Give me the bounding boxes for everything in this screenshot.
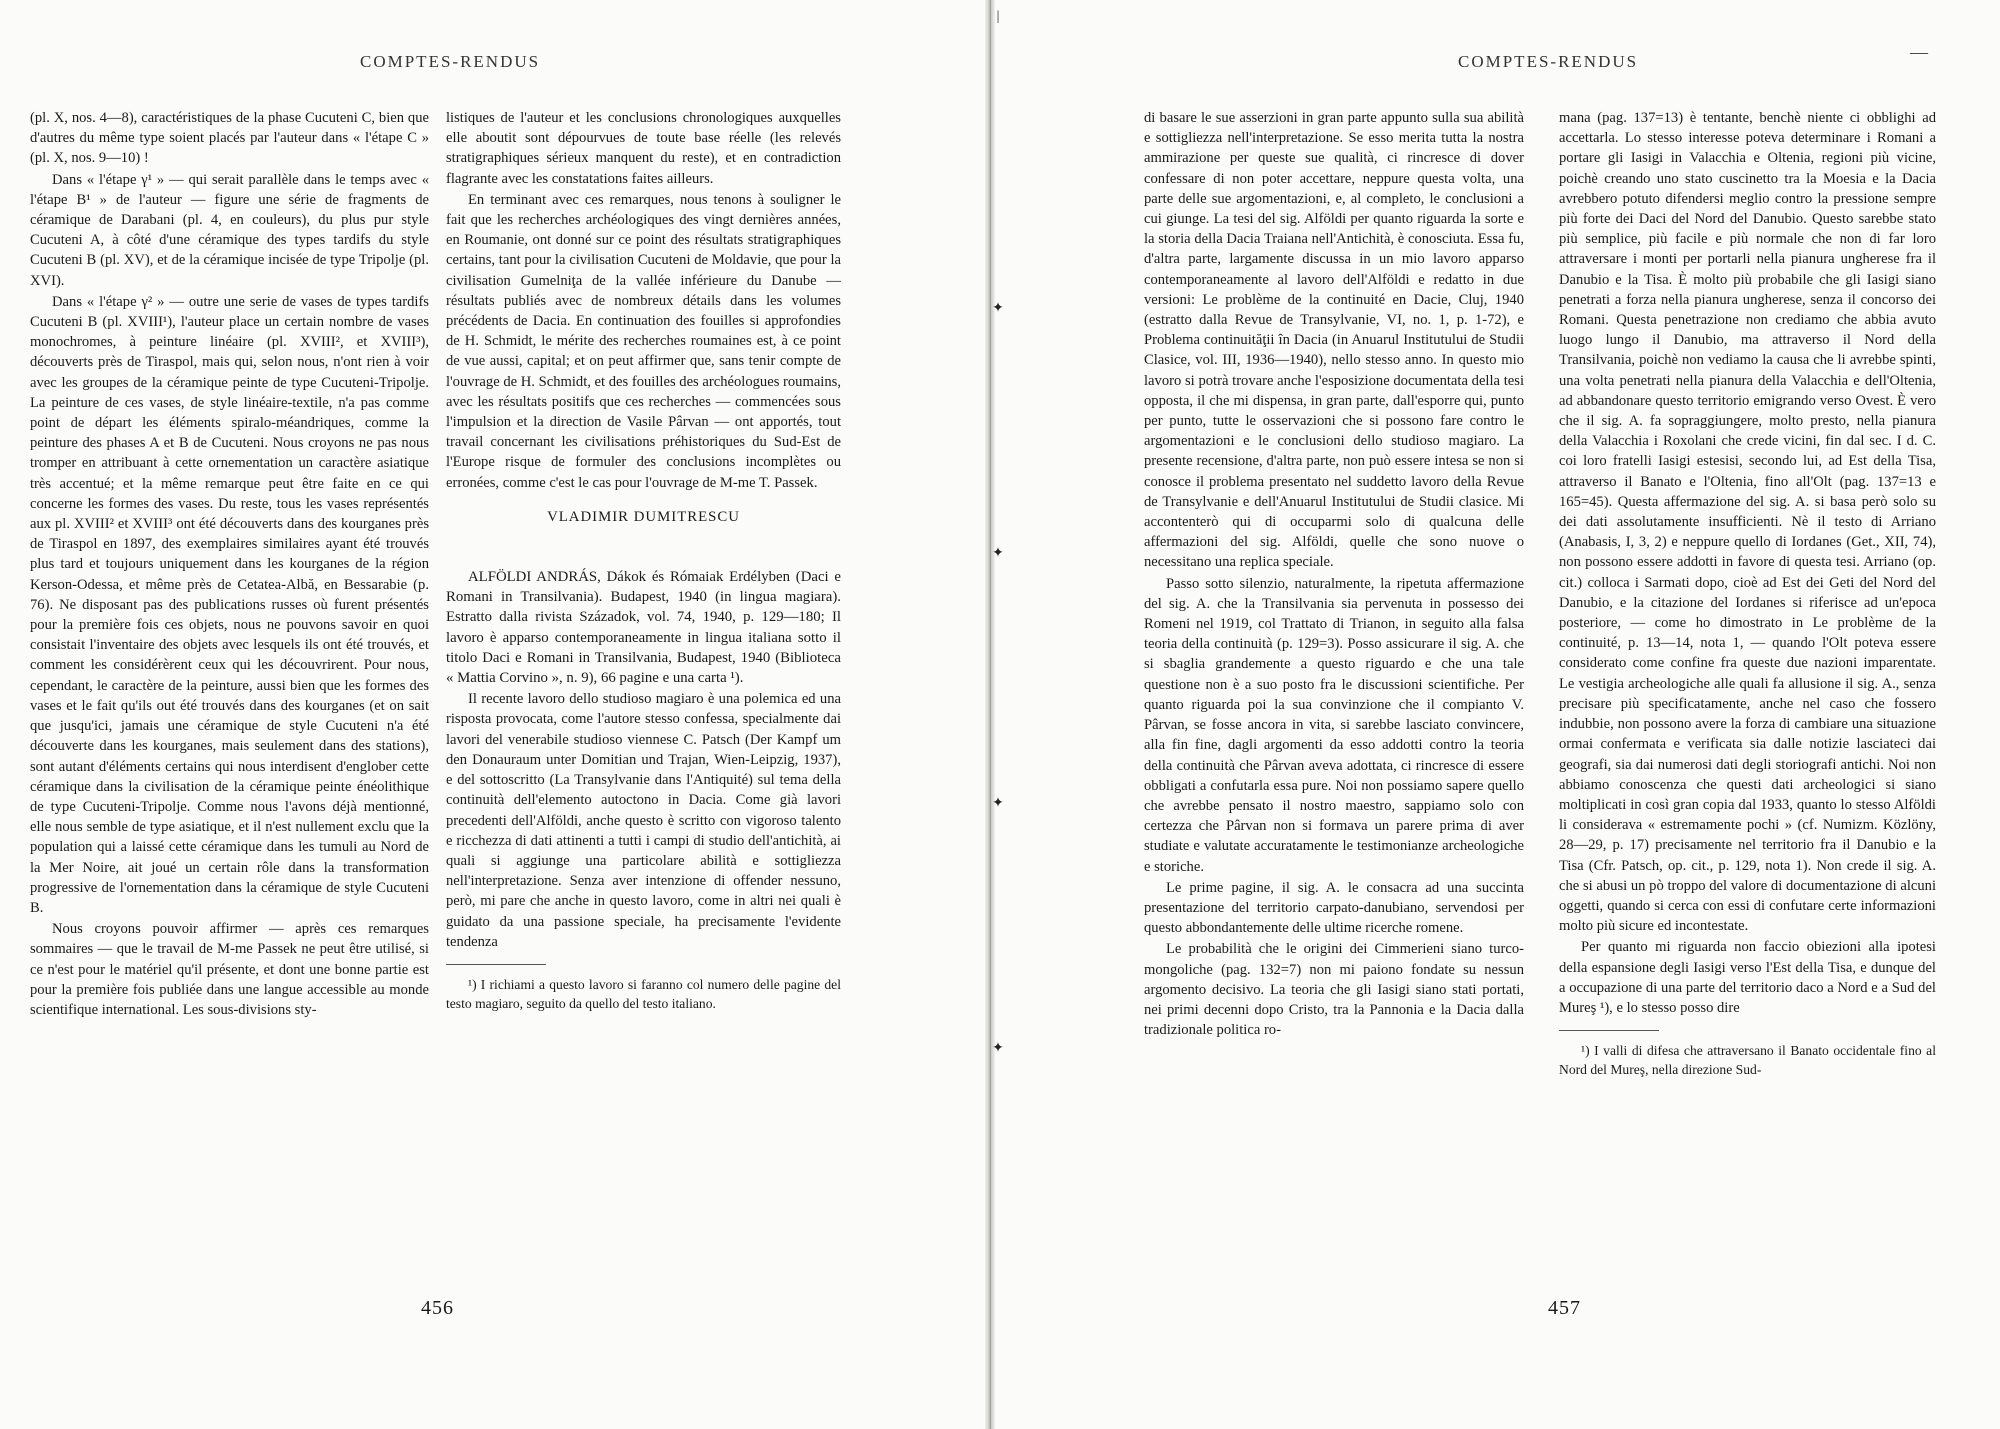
paragraph: (pl. X, nos. 4—8), caractéristiques de la phase Cucuteni C, bien que d'autres du même type soient placés par l'auteur dans « l'étape C » (pl. X, nos. 9—10) ! [30, 110, 429, 167]
corner-mark-icon: — [1910, 42, 1928, 62]
right-column-2 [1559, 108, 1936, 1079]
binding-mark-icon: ✦ [992, 796, 1004, 811]
footnote-divider [1559, 1030, 1659, 1031]
paragraph: Dans « l'étape γ¹ » — qui serait parallèle dans le temps avec « l'étape B¹ » de l'auteur — figure une série de fragments de céramique de Darabani (pl. 4, en couleurs), du plus pur style Cucuteni A, à côté d'une céramique des types tardifs du style Cucuteni B (pl. XV), et de la céramique incisée de type Tripolje (pl. XVI). [30, 171, 429, 289]
paragraph: Dans « l'étape γ² » — outre une serie de vases de types tardifs Cucuteni B (pl. XVIII¹), l'auteur place un certain nombre de vases monochromes, à peinture linéaire (pl. XVIII², et XVIII³), découverts près de Tiraspol, mais qui, selon nous, n'ont rien à voir avec les groupes de la céramique peinte de type Cucuteni-Tripolje. La peinture de ces vases, de style linéaire-textile, n'a pas comme point de départ les éléments spiralo-méandriques, comme la peinture des phases A et B de Cucuteni. Nous croyons ne pas nous tromper en attribuant à cette ornementation un caractère asiatique très accentué; et la même remarque peut être faite en ce qui concerne les formes des vases. Du reste, tous les vases représentés aux pl. XVIII² et XVIII³ ont été découverts dans des kourganes près de Tiraspol en 1897, des exemplaires similaires ayant été trouvés plus tard et toujours uniquement dans les kourganes de la région Kerson-Odessa, et même près de Cetatea-Albă, en Bessarabie (p. 76). Ne disposant pas des publications russes où furent présentés pour la première fois ces objets, nous ne pouvons savoir en quoi consistait l'inventaire des objets avec lesquels ils ont été trouvés, et comment les considérèrent ceux qui les découvrirent. Pour nous, cependant, le caractère de la peinture, aussi bien que les formes des vases et le fait qu'ils out été trouvés dans des kourganes (et on sait que jusqu'ici, jamais une céramique de style Cucuteni n'a été découverte dans les kourganes, mais seulement dans des stations), sont autant d'éléments certains qui nous interdisent d'englober cette céramique dans la civilisation de la céramique peinte énéolithique de type Cucuteni-Tripolje. Comme nous l'avons déjà mentionné, elle nous semble de type asiatique, et il n'est nullement exclu que la population qui a laissé cette céramique dans les tumuli au Nord de la Mer Noire, ait joué un certain rôle dans la transformation progressive de l'ornementation dans la céramique de style Cucuteni B. [30, 293, 429, 916]
binding-mark-icon: ✦ [992, 546, 1004, 561]
footnote: ¹) I valli di difesa che attraversano il Banato occidentale fino al Nord del Mureş, nella direzione Sud- [1559, 1043, 1936, 1078]
left-column-2 [446, 108, 841, 1013]
footnote: ¹) I richiami a questo lavoro si faranno col numero delle pagine del testo magiaro, seguito da quello del testo italiano. [446, 976, 841, 1011]
paragraph: Passo sotto silenzio, naturalmente, la ripetuta affermazione del sig. A. che la Transilvania sia pervenuta in possesso dei Romeni nel 1919, col Trattato di Trianon, in seguito alla falsa teoria della continuità (p. 129=3). Posso assicurare il sig. A. che si sbaglia grandemente a questo riguardo e che una tale questione non è a suo posto fra le discussioni scientifiche. Per quanto riguarda poi la sua convinzione che il compianto V. Pârvan, se fosse ancora in vita, si sarebbe lasciato convincere, alla fin fine, dagli argomenti da esso addotti contro la teoria della continuità che Pârvan aveva adottata, ci rincresce di essere obbligati a confutarla essa pure. Noi non possiamo sapere quello che avrebbe pensato il nostro maestro, sappiamo solo con certezza che Pârvan non si formava un parere prima di aver studiate e valutate accuratamente le testimonianze archeologiche e storiche. [1144, 575, 1524, 875]
binding-mark-icon: ✦ [992, 1041, 1004, 1056]
right-column-1 [1144, 108, 1524, 1040]
left-column-1 [30, 108, 429, 1020]
author-signature: VLADIMIR DUMITRESCU [547, 508, 740, 525]
paragraph: listiques de l'auteur et les conclusions chronologiques auxquelles elle aboutit sont dépourvues de toute base réelle (les relevés stratigraphiques sérieux manquent du reste), et en contradiction flagrante avec les constatations faites ailleurs. [446, 110, 841, 187]
review-heading: ALFÖLDI ANDRÁS, Dákok és Rómaiak Erdélyben (Daci e Romani in Transilvania). Budapest, 1940 (in lingua magiara). Estratto dalla rivista Századok, vol. 74, 1940, p. 129—180; Il lavoro è apparso contemporaneamente in lingua italiana sotto il titolo Daci e Romani in Transilvania, Budapest, 1940 (Biblioteca « Mattia Corvino », n. 9), 66 pagine e una carta ¹). [446, 569, 841, 687]
paragraph: Le probabilità che le origini dei Cimmerieni siano turco-mongoliche (pag. 132=7) non mi paiono fondate su nessun argomento decisivo. La teoria che gli Iasigi siano stati portati, nei primi decenni dopo Cristo, tra la Pannonia e la Dacia dalla tradizionale politica ro- [1144, 941, 1524, 1039]
paragraph: Nous croyons pouvoir affirmer — après ces remarques sommaires — que le travail de M-me Passek ne peut être utilisé, si ce n'est pour le matériel qu'il présente, et dont une bonne partie est pour la première fois publiée dans une langue accessible au monde scientifique international. Les sous-divisions sty- [30, 921, 429, 1018]
binding-mark-icon: | [996, 9, 1000, 24]
footnote-divider [446, 964, 546, 965]
paragraph: di basare le sue asserzioni in gran parte appunto sulla sua abilità e sottigliezza nell'interpretazione. Se esso merita tutta la nostra ammirazione per queste sue qualità, ci rincresce di dover confessare di non poter accettare, neppure questa volta, una parte delle sue argomentazioni, e, al completo, le conclusioni a cui giunge. La tesi del sig. Alföldi per quanto riguarda la sorte e la storia della Dacia Traiana nell'Antichità, è conosciuta. Essa fu, d'altra parte, largamente discussa in un mio lavoro apparso contemporaneamente al lavoro dell'Alföldi e redatto in due versioni: Le problème de la continuité en Dacie, Cluj, 1940 (estratto dalla Revue de Transylvanie, VI, no. 1, p. 1-72), e Problema continuităţii în Dacia (in Anuarul Institutului de Studii Clasice, vol. III, 1936—1940), nello stesso anno. In questo mio lavoro si potrà trovare anche l'esposizione documentata della tesi opposta, il che mi dispensa, in gran parte, dall'esporre qui, punto per punto, tutte le osservazioni che si possono fare contro le argomentazioni e le conclusioni dello studioso magiaro. La presente recensione, d'altra parte, non può essere intesa se non si conosce il problema presentato nel suddetto lavoro della Revue de Transylvanie e dell'Anuarul Institutului de Studii clasice. Mi accontenterò qui di occuparmi solo di qualcuna delle affermazioni del sig. Alföldi, quelle che sono nuove o necessitano una replica speciale. [1144, 110, 1524, 571]
page-number: 457 [1548, 1297, 1581, 1319]
running-head: COMPTES-RENDUS [1458, 52, 1639, 71]
left-page [0, 0, 988, 1429]
paragraph: Per quanto mi riguarda non faccio obiezioni alla ipotesi della espansione degli Iasigi verso l'Est della Tisa, e dunque del a occupazione di una parte del territorio daco a Nord e a Sud del Mureş ¹), e lo stesso posso dire [1559, 939, 1936, 1016]
page-number: 456 [421, 1297, 454, 1319]
paragraph: Il recente lavoro dello studioso magiaro è una polemica ed una risposta provocata, come l'autore stesso confessa, specialmente dai lavori del venerabile studioso viennese C. Patsch (Der Kampf um den Donauraum unter Domitian und Trajan, Wien-Leipzig, 1937), e del sottoscritto (La Transylvanie dans l'Antiquité) sul tema della continuità dell'elemento autoctono in Dacia. Come già lavori precedenti dell'Alföldi, anche questo è scritto con vigoroso talento e ricchezza di dati attinenti a tutti i campi di studio dell'antichità, ai quali si aggiunge una particolare abilità e sottigliezza nell'interpretazione. Senza aver intenzione di offender nessuno, però, mi pare che anche in questo lavoro, come in altri nei quali è guidato da una passione speciale, ha precisamente l'evidente tendenza [446, 691, 841, 950]
paragraph: Le prime pagine, il sig. A. le consacra ad una succinta presentazione del territorio carpato-danubiano, servendosi per questo abbondantemente delle ultime ricerche romene. [1144, 879, 1524, 937]
running-head: COMPTES-RENDUS [360, 52, 541, 71]
right-page [1000, 0, 2000, 1429]
paragraph: mana (pag. 137=13) è tentante, benchè niente ci obblighi ad accettarla. Lo stesso interesse poteva determinare i Romani a portare gli Iasigi in Valacchia e Oltenia, regioni più vicine, poichè creando uno stato cuscinetto tra la Moesia e la Dacia avrebbero potuto difendersi meglio contro la pressione sempre più forte dei Daci del Nord del Danubio. Questo sarebbe stato più semplice, più facile e più normale che non di far loro attraversare i monti per portarli nella pianura ungherese fra il Danubio e la Tisa. È molto più probabile che gli Iasigi siano penetrati a forza nella pianura ungherese, senza il concorso dei Romani. Questa penetrazione non crediamo che abbia avuto luogo lungo il Danubio, ma attraverso il Nord della Transilvania, poichè non vediamo la causa che li avrebbe spinti, una volta penetrati nella pianura della Valacchia e dell'Oltenia, ad abbandonare questo territorio emigrando verso Ovest. È vero che il sig. A. fa sopraggiungere, molto presto, nella pianura della Valacchia i Roxolani che crede vicini, fin dal sec. I d. C. coi loro fratelli Iasigi estesisi, secondo lui, ad Est della Tisa, attraverso il Banato e l'Oltenia, fino all'Olt (pag. 137=13 e 165=45). Questa affermazione del sig. A. si basa però solo su dei dati assolutamente insufficienti. Nè il testo di Arriano (Anabasis, I, 3, 2) e neppure quello di Iordanes (Get., XII, 74), non possono essere addotti in favore di questa tesi. Arriano (op. cit.) colloca i Sarmati dopo, cioè ad Est dei Geti del Nord del Danubio, e la citazione del Iordanes si riferisce ad un'epoca posteriore, — come ho dimostrato in Le problème de la continuité, p. 13—14, nota 1, — quando l'Olt poteva essere considerato come confine fra queste due nazioni imparentate. Le vestigia archeologiche alle quali fa allusione il sig. A., senza precisare più specificatamente, anche nel caso che fossero indubbie, non possono avere la forza di cambiare una situazione ormai confermata e verificata sia dalle notizie lasciateci dai geografi, sia dai numerosi dati degli storiografi antichi. Noi non abbiamo conoscenza che questi dati archeologici si siano moltiplicati in così gran copia dal 1933, quanto lo stesso Alföldi li considerava « estremamente pochi » (cf. Numizm. Közlöny, 28—29, p. 17) precisamente nel territorio fra il Danubio e la Tisa (Cfr. Patsch, op. cit., p. 129, nota 1). Non crede il sig. A. che si abusi un pò troppo del valore di documentazione di alcuni oggetti, quando si cerca con essi di confutare certe informazioni molto più sicure ed incontestate. [1559, 110, 1936, 935]
book-gutter [985, 0, 995, 1429]
paragraph: En terminant avec ces remarques, nous tenons à souligner le fait que les recherches archéologiques des vingt dernières années, en Roumanie, ont donné sur ce point des résultats stratigraphiques certains, tant pour la civilisation Cucuteni de Moldavie, que pour la civilisation Gumelniţa de la vallée inférieure du Danube — résultats publiés avec de nombreux détails dans les volumes précédents de Dacia. En continuation des fouilles si approfondies de H. Schmidt, le mérite des recherches roumaines est, à ce point de vue aussi, capital; et on peut affirmer que, sans tenir compte de l'ouvrage de H. Schmidt, et des fouilles des archéologues roumains, avec les résultats positifs que ces recherches — commencées sous l'impulsion et la direction de Vasile Pârvan — ont apportés, tout travail concernant les civilisations préhistoriques du Sud-Est de l'Europe risque de formuler des conclusions incomplètes ou erronées, comme c'est le cas pour l'ouvrage de M-me T. Passek. [446, 191, 841, 491]
binding-mark-icon: ✦ [992, 301, 1004, 316]
